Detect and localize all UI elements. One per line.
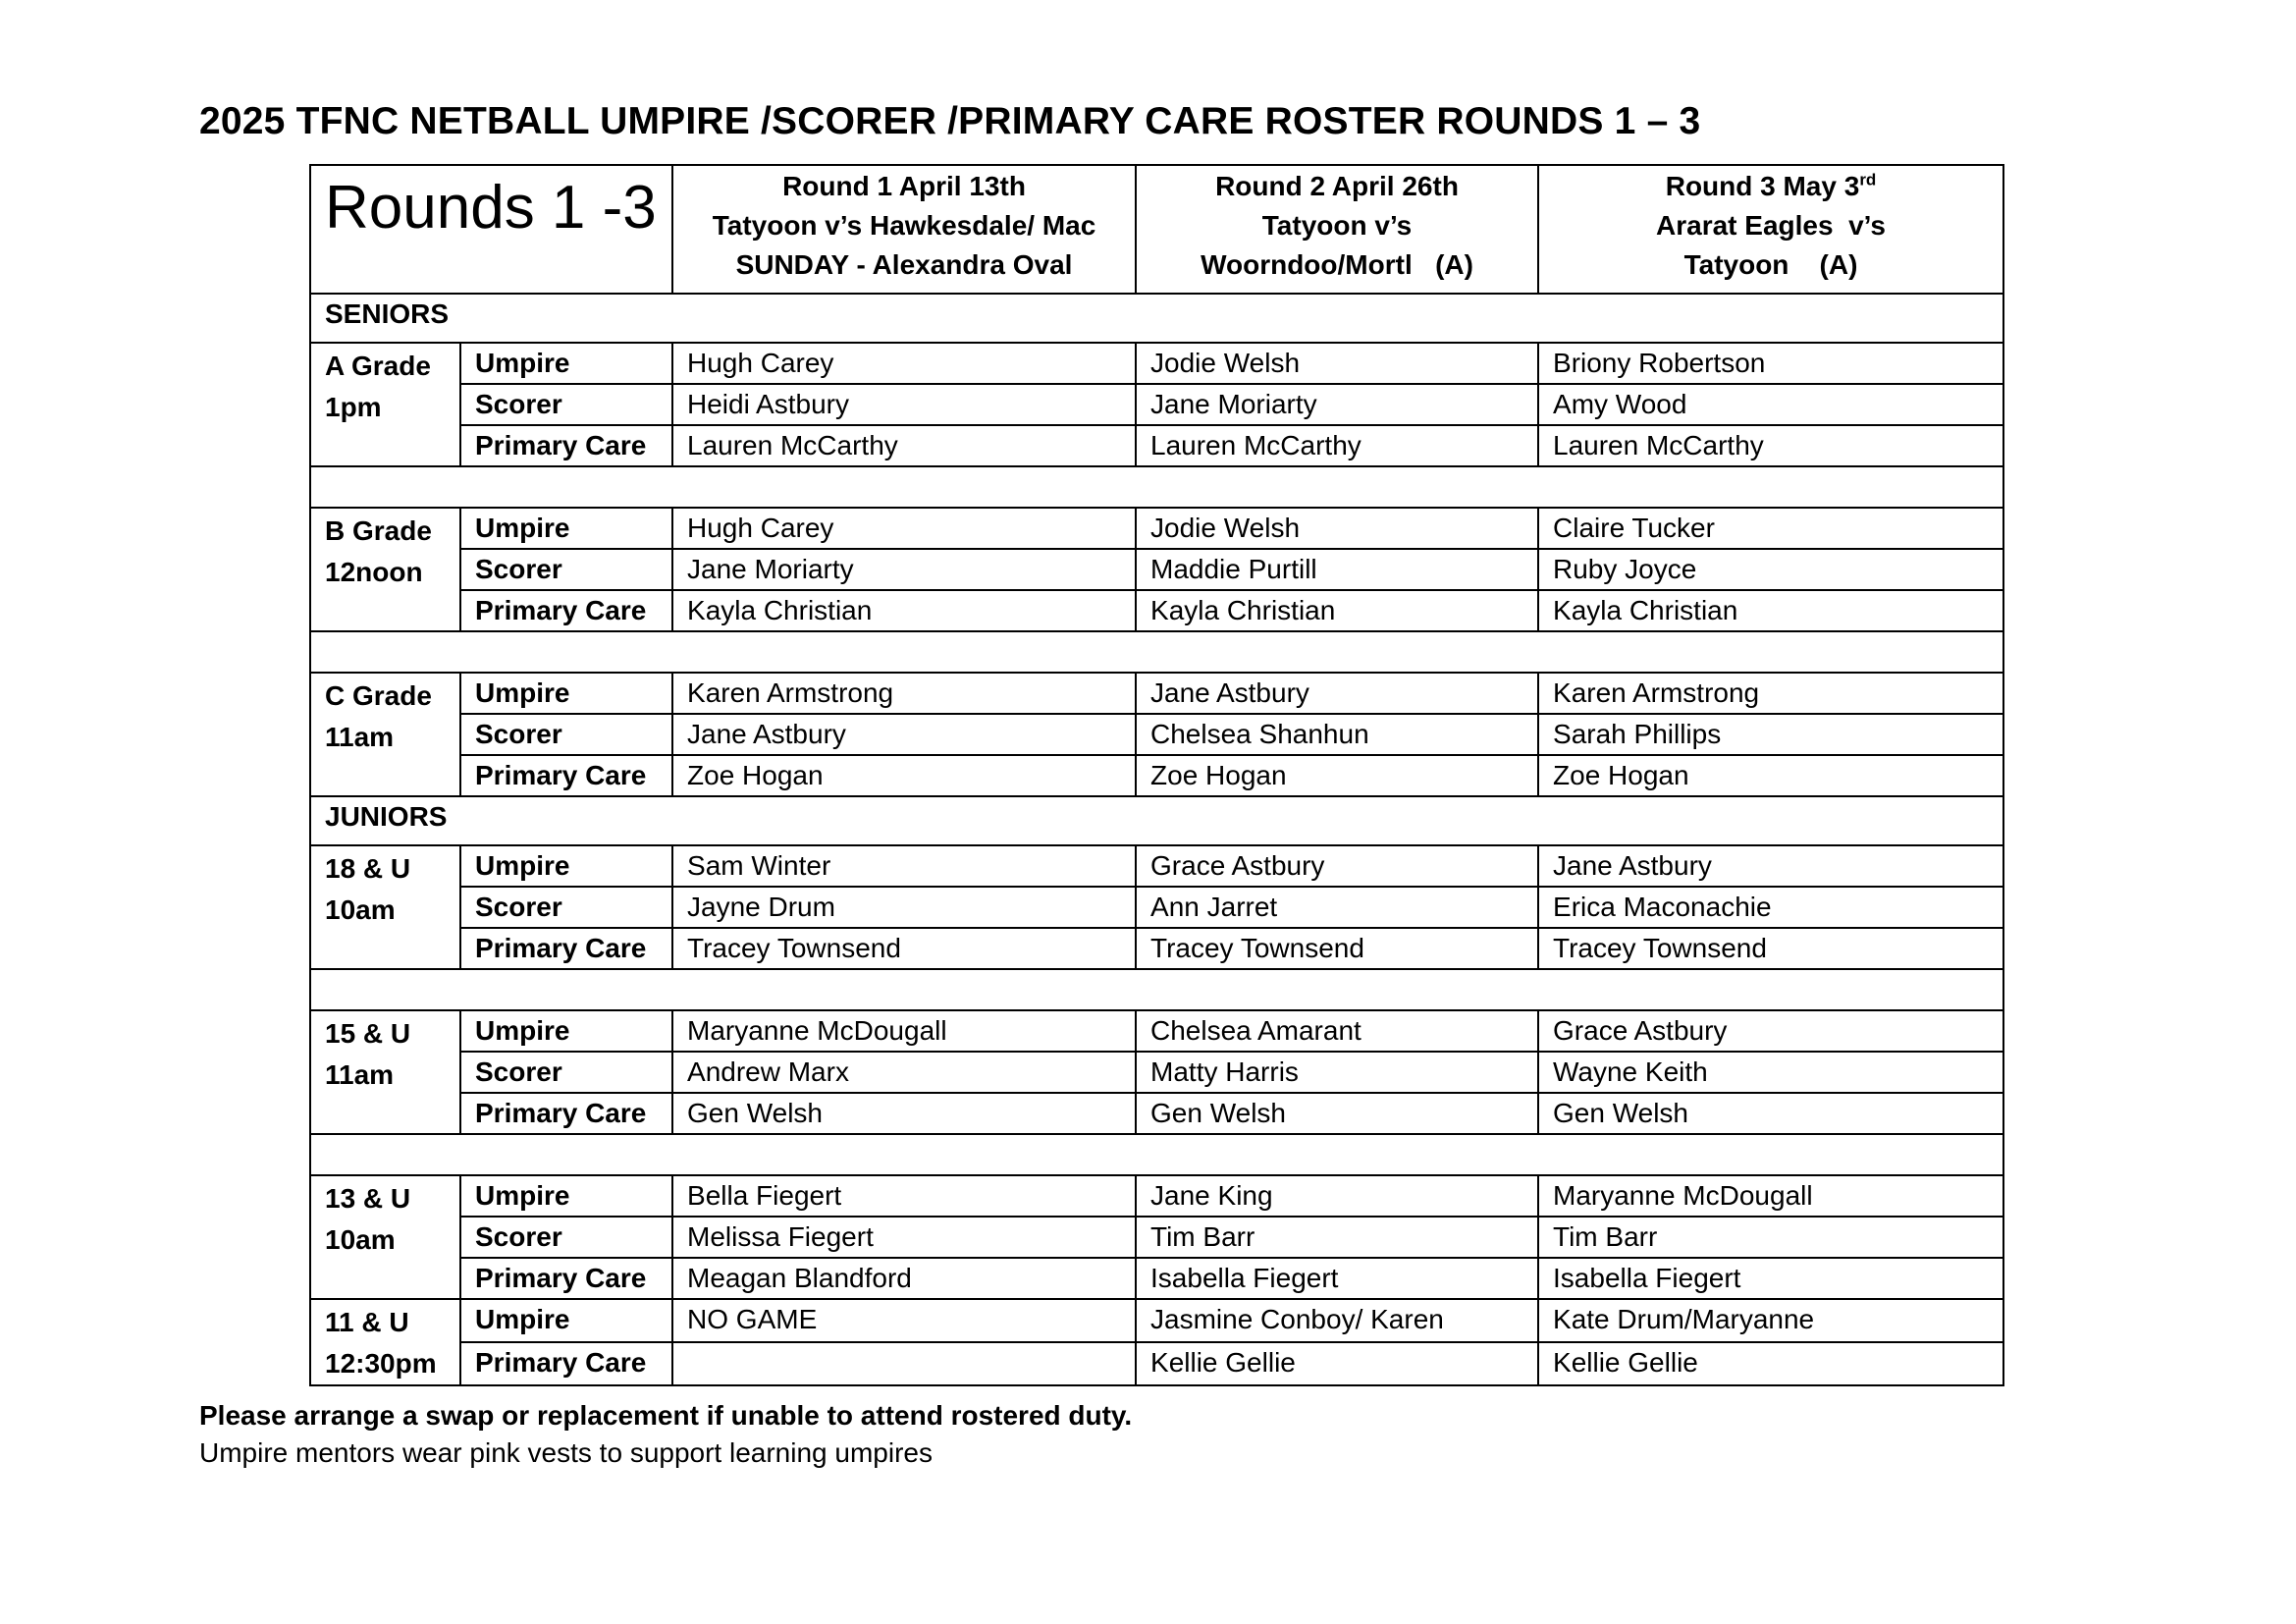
roster-table: [309, 164, 2004, 1386]
round-1-header: [672, 165, 1136, 294]
table-row: [310, 1217, 2003, 1258]
round-2-cell: Tracey Townsend: [1136, 928, 1538, 969]
round-1-cell: Gen Welsh: [672, 1093, 1136, 1134]
table-row: [310, 590, 2003, 631]
role-label: Scorer: [460, 1052, 672, 1093]
table-row: [310, 1175, 2003, 1217]
grade-time: 12noon: [325, 557, 423, 587]
table-row: [310, 1258, 2003, 1299]
round-1-cell: Zoe Hogan: [672, 755, 1136, 796]
round-2-cell: Ann Jarret: [1136, 887, 1538, 928]
round-3-date: Round 3 May 3: [1665, 171, 1860, 201]
table-row: [310, 343, 2003, 384]
round-1-cell: Jane Astbury: [672, 714, 1136, 755]
round-1-cell: Melissa Fiegert: [672, 1217, 1136, 1258]
table-row: [310, 1342, 2003, 1385]
role-label: Umpire: [460, 673, 672, 714]
role-label: Primary Care: [460, 1258, 672, 1299]
round-1-date: Round 1 April 13th: [782, 171, 1026, 201]
round-3-cell: Lauren McCarthy: [1538, 425, 2003, 466]
round-1-cell: NO GAME: [672, 1299, 1136, 1342]
grade-name: B Grade: [325, 515, 432, 546]
round-2-cell: Jasmine Conboy/ Karen: [1136, 1299, 1538, 1342]
round-3-cell: Grace Astbury: [1538, 1010, 2003, 1052]
role-label: Primary Care: [460, 1093, 672, 1134]
round-1-cell: Lauren McCarthy: [672, 425, 1136, 466]
role-label: Primary Care: [460, 755, 672, 796]
role-label: Umpire: [460, 1299, 672, 1342]
round-2-cell: Maddie Purtill: [1136, 549, 1538, 590]
round-3-cell: Wayne Keith: [1538, 1052, 2003, 1093]
grade-name: 15 & U: [325, 1018, 411, 1049]
round-1-cell: [672, 1342, 1136, 1385]
role-label: Primary Care: [460, 425, 672, 466]
spacer-cell: [310, 1134, 2003, 1175]
role-label: Scorer: [460, 714, 672, 755]
table-row: [310, 714, 2003, 755]
grade-cell: [310, 673, 460, 796]
role-label: Primary Care: [460, 590, 672, 631]
grade-time: 1pm: [325, 392, 382, 422]
table-row: [310, 549, 2003, 590]
round-2-cell: Tim Barr: [1136, 1217, 1538, 1258]
role-label: Scorer: [460, 887, 672, 928]
round-2-cell: Kellie Gellie: [1136, 1342, 1538, 1385]
round-2-venue: Woorndoo/Mortl (A): [1201, 249, 1473, 280]
round-3-match: Ararat Eagles v’s: [1656, 210, 1886, 241]
round-3-cell: Tracey Townsend: [1538, 928, 2003, 969]
round-1-cell: Meagan Blandford: [672, 1258, 1136, 1299]
grade-cell: [310, 845, 460, 969]
round-2-cell: Jodie Welsh: [1136, 343, 1538, 384]
role-label: Umpire: [460, 1175, 672, 1217]
round-3-cell: Karen Armstrong: [1538, 673, 2003, 714]
spacer-cell: [310, 631, 2003, 673]
round-1-cell: Karen Armstrong: [672, 673, 1136, 714]
round-3-cell: Amy Wood: [1538, 384, 2003, 425]
round-2-date: Round 2 April 26th: [1215, 171, 1459, 201]
section-heading-juniors: JUNIORS: [310, 796, 2003, 845]
round-3-cell: Jane Astbury: [1538, 845, 2003, 887]
spacer-row: [310, 631, 2003, 673]
round-3-cell: Zoe Hogan: [1538, 755, 2003, 796]
round-1-venue: SUNDAY - Alexandra Oval: [735, 249, 1073, 280]
round-2-header: [1136, 165, 1538, 294]
round-1-cell: Hugh Carey: [672, 508, 1136, 549]
round-3-cell: Gen Welsh: [1538, 1093, 2003, 1134]
round-3-venue: Tatyoon (A): [1683, 249, 1858, 280]
spacer-row: [310, 1134, 2003, 1175]
round-2-cell: Lauren McCarthy: [1136, 425, 1538, 466]
rounds-label: Rounds 1 -3: [310, 165, 672, 294]
round-2-cell: Chelsea Shanhun: [1136, 714, 1538, 755]
grade-time: 11am: [325, 722, 395, 752]
round-2-cell: Jane Astbury: [1136, 673, 1538, 714]
round-2-cell: Jodie Welsh: [1136, 508, 1538, 549]
grade-time: 12:30pm: [325, 1348, 437, 1379]
round-2-cell: Zoe Hogan: [1136, 755, 1538, 796]
round-1-cell: Hugh Carey: [672, 343, 1136, 384]
grade-name: 18 & U: [325, 853, 411, 884]
document-title: 2025 TFNC NETBALL UMPIRE /SCORER /PRIMARY CARE ROSTER ROUNDS 1 – 3: [199, 100, 1701, 142]
role-label: Scorer: [460, 384, 672, 425]
grade-time: 10am: [325, 894, 396, 925]
round-1-cell: Heidi Astbury: [672, 384, 1136, 425]
round-1-cell: Andrew Marx: [672, 1052, 1136, 1093]
round-3-cell: Kellie Gellie: [1538, 1342, 2003, 1385]
table-row: [310, 1010, 2003, 1052]
header-row: [310, 165, 2003, 294]
round-3-cell: Claire Tucker: [1538, 508, 2003, 549]
table-row: [310, 508, 2003, 549]
round-3-cell: Briony Robertson: [1538, 343, 2003, 384]
round-1-cell: Kayla Christian: [672, 590, 1136, 631]
round-3-cell: Maryanne McDougall: [1538, 1175, 2003, 1217]
round-2-cell: Matty Harris: [1136, 1052, 1538, 1093]
round-3-cell: Kate Drum/Maryanne: [1538, 1299, 2003, 1342]
round-1-cell: Jayne Drum: [672, 887, 1136, 928]
grade-cell: [310, 508, 460, 631]
swap-notice: Please arrange a swap or replacement if unable to attend rostered duty.: [199, 1400, 1133, 1431]
grade-cell: [310, 1175, 460, 1299]
round-1-match: Tatyoon v’s Hawkesdale/ Mac: [712, 210, 1096, 241]
grade-cell: [310, 1299, 460, 1385]
seniors-section-row: [310, 294, 2003, 343]
table-row: [310, 845, 2003, 887]
table-row: [310, 1052, 2003, 1093]
round-2-match: Tatyoon v’s: [1261, 210, 1413, 241]
mentor-note: Umpire mentors wear pink vests to support learning umpires: [199, 1437, 933, 1468]
section-heading-seniors: SENIORS: [310, 294, 2003, 343]
grade-time: 10am: [325, 1224, 396, 1255]
grade-cell: [310, 1010, 460, 1134]
table-row: [310, 1299, 2003, 1342]
role-label: Primary Care: [460, 928, 672, 969]
round-3-cell: Isabella Fiegert: [1538, 1258, 2003, 1299]
role-label: Scorer: [460, 549, 672, 590]
round-1-cell: Bella Fiegert: [672, 1175, 1136, 1217]
role-label: Umpire: [460, 508, 672, 549]
role-label: Umpire: [460, 343, 672, 384]
round-1-cell: Jane Moriarty: [672, 549, 1136, 590]
grade-cell: [310, 343, 460, 466]
round-2-cell: Chelsea Amarant: [1136, 1010, 1538, 1052]
juniors-section-row: [310, 796, 2003, 845]
round-1-cell: Maryanne McDougall: [672, 1010, 1136, 1052]
role-label: Umpire: [460, 1010, 672, 1052]
round-2-cell: Kayla Christian: [1136, 590, 1538, 631]
round-1-cell: Sam Winter: [672, 845, 1136, 887]
round-3-header: [1538, 165, 2003, 294]
grade-name: A Grade: [325, 351, 431, 381]
table-row: [310, 928, 2003, 969]
role-label: Scorer: [460, 1217, 672, 1258]
spacer-row: [310, 969, 2003, 1010]
round-3-cell: Ruby Joyce: [1538, 549, 2003, 590]
round-3-date-suffix: rd: [1859, 170, 1877, 189]
role-label: Primary Care: [460, 1342, 672, 1385]
table-row: [310, 1093, 2003, 1134]
grade-name: C Grade: [325, 680, 432, 711]
grade-name: 11 & U: [325, 1307, 409, 1337]
table-row: [310, 887, 2003, 928]
round-3-cell: Tim Barr: [1538, 1217, 2003, 1258]
spacer-cell: [310, 969, 2003, 1010]
round-2-cell: Grace Astbury: [1136, 845, 1538, 887]
round-3-cell: Sarah Phillips: [1538, 714, 2003, 755]
round-1-cell: Tracey Townsend: [672, 928, 1136, 969]
round-2-cell: Jane King: [1136, 1175, 1538, 1217]
table-row: [310, 384, 2003, 425]
table-row: [310, 673, 2003, 714]
grade-time: 11am: [325, 1059, 395, 1090]
round-2-cell: Jane Moriarty: [1136, 384, 1538, 425]
role-label: Umpire: [460, 845, 672, 887]
grade-name: 13 & U: [325, 1183, 411, 1214]
round-3-cell: Erica Maconachie: [1538, 887, 2003, 928]
table-row: [310, 755, 2003, 796]
round-2-cell: Isabella Fiegert: [1136, 1258, 1538, 1299]
round-3-cell: Kayla Christian: [1538, 590, 2003, 631]
spacer-row: [310, 466, 2003, 508]
round-2-cell: Gen Welsh: [1136, 1093, 1538, 1134]
table-row: [310, 425, 2003, 466]
spacer-cell: [310, 466, 2003, 508]
